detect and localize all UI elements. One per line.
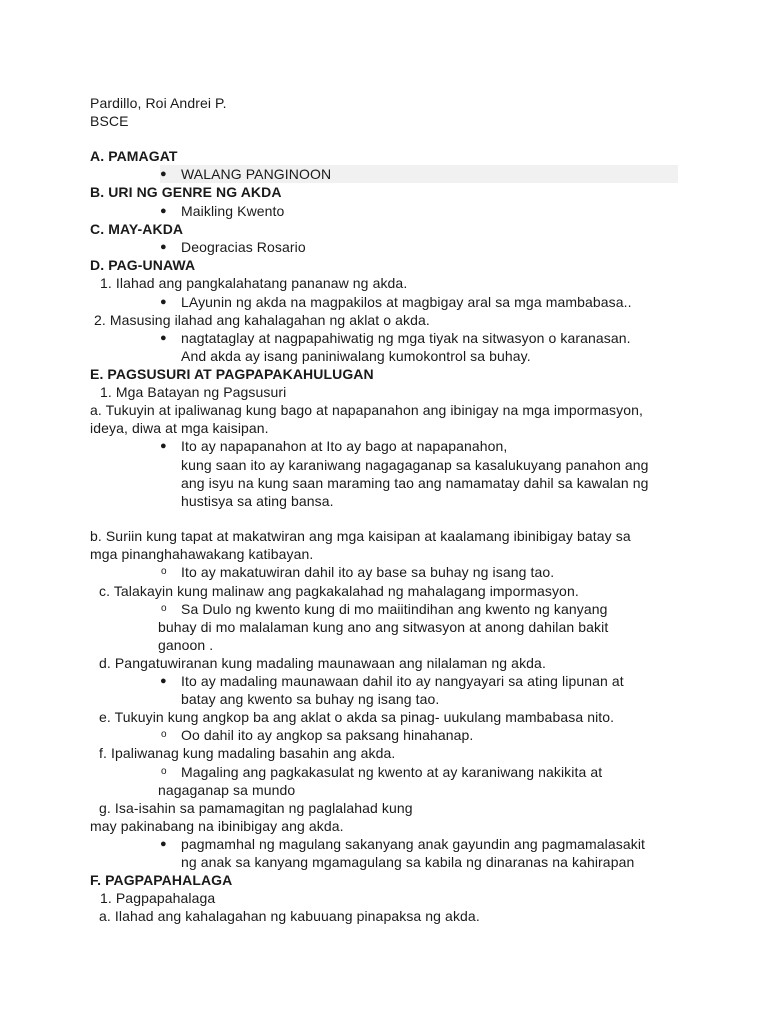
question-text: d. Pangatuwiranan kung madaling maunawaan ang nilalaman ng akda.	[99, 655, 546, 671]
bullet-icon: ●	[160, 675, 167, 687]
bullet-icon: ●	[160, 241, 167, 253]
question-text: a. Tukuyin at ipaliwanag kung bago at napapanahon ang ibinigay na mga impormasyon,	[90, 402, 644, 418]
question-text: may pakinabang na ibinibigay ang akda.	[90, 818, 344, 834]
answer-text: Sa Dulo ng kwento kung di mo maiitindihan ang kwento ng kanyang	[181, 601, 608, 617]
answer-text: And akda ay isang paniniwalang kumokontrol sa buhay.	[181, 348, 531, 364]
title-value: WALANG PANGINOON	[181, 166, 332, 182]
answer-text: hustisya sa ating bansa.	[181, 493, 334, 509]
student-course: BSCE	[90, 113, 129, 129]
bullet-icon: ●	[160, 168, 167, 180]
answer-text: ang isyu na kung saan maraming tao ang namamatay dahil sa kawalan ng	[181, 475, 649, 491]
question-text: e. Tukuyin kung angkop ba ang aklat o akda sa pinag- uukulang mambabasa nito.	[99, 709, 615, 725]
circle-bullet-icon: o	[161, 566, 167, 577]
bullet-icon: ●	[160, 296, 167, 308]
answer-text: pagmamhal ng magulang sakanyang anak gayundin ang pagmamalasakit	[181, 836, 646, 852]
answer-text: Ito ay napapanahon at Ito ay bago at napapanahon,	[181, 438, 508, 454]
answer-text: nagaganap sa mundo	[158, 782, 296, 798]
question-text: f. Ipaliwanag kung madaling basahin ang akda.	[99, 745, 396, 761]
heading-pagpapahalaga: F. PAGPAPAHALAGA	[90, 872, 233, 888]
question-text: ideya, diwa at mga kaisipan.	[90, 420, 269, 436]
circle-bullet-icon: o	[161, 766, 167, 777]
heading-pagsusuri: E. PAGSUSURI AT PAGPAPAKAHULUGAN	[90, 366, 374, 382]
answer-text: ng anak sa kanyang mgamagulang sa kabila ng dinaranas na kahirapan	[181, 854, 635, 870]
subheading-text: 1. Pagpapahalaga	[100, 890, 216, 906]
answer-text: batay ang kwento sa buhay ng isang tao.	[181, 691, 440, 707]
heading-genre: B. URI NG GENRE NG AKDA	[90, 184, 282, 200]
author-value: Deogracias Rosario	[181, 239, 306, 255]
answer-text: Magaling ang pagkakasulat ng kwento at ay karaniwang nakikita at	[181, 764, 603, 780]
answer-text: nagtataglay at nagpapahiwatig ng mga tiyak na sitwasyon o karanasan.	[181, 330, 631, 346]
student-name: Pardillo, Roi Andrei P.	[90, 95, 227, 111]
question-text: c. Talakayin kung malinaw ang pagkakalahad ng mahalagang impormasyon.	[99, 583, 579, 599]
bullet-icon: ●	[160, 838, 167, 850]
bullet-icon: ●	[160, 440, 167, 452]
genre-value: Maikling Kwento	[181, 203, 285, 219]
subheading-text: 1. Mga Batayan ng Pagsusuri	[100, 384, 287, 400]
heading-pag-unawa: D. PAG-UNAWA	[90, 257, 196, 273]
question-text: 1. Ilahad ang pangkalahatang pananaw ng akda.	[100, 275, 408, 291]
answer-text: Ito ay madaling maunawaan dahil ito ay nangyayari sa ating lipunan at	[181, 673, 624, 689]
heading-author: C. MAY-AKDA	[90, 221, 184, 237]
heading-pamagat: A. PAMAGAT	[90, 148, 178, 164]
circle-bullet-icon: o	[161, 729, 167, 740]
answer-text: kung saan ito ay karaniwang nagagaganap sa kasalukuyang panahon ang	[181, 457, 649, 473]
answer-text: Oo dahil ito ay angkop sa paksang hinahanap.	[181, 727, 474, 743]
answer-text: buhay di mo malalaman kung ano ang sitwasyon at anong dahilan bakit	[158, 619, 609, 635]
question-text: a. Ilahad ang kahalagahan ng kabuuang pinapaksa ng akda.	[99, 908, 480, 924]
bullet-icon: ●	[160, 332, 167, 344]
bullet-icon: ●	[160, 205, 167, 217]
answer-text: LAyunin ng akda na magpakilos at magbigay aral sa mga mambabasa..	[181, 294, 632, 310]
question-text: g. Isa-isahin sa pamamagitan ng paglalahad kung	[99, 800, 413, 816]
question-text: mga pinanghahawakang katibayan.	[90, 546, 314, 562]
circle-bullet-icon: o	[161, 603, 167, 614]
answer-text: ganoon .	[158, 637, 214, 653]
answer-text: Ito ay makatuwiran dahil ito ay base sa buhay ng isang tao.	[181, 564, 555, 580]
question-text: 2. Masusing ilahad ang kahalagahan ng aklat o akda.	[94, 312, 430, 328]
question-text: b. Suriin kung tapat at makatwiran ang mga kaisipan at kaalamang ibinibigay batay sa	[90, 528, 631, 544]
